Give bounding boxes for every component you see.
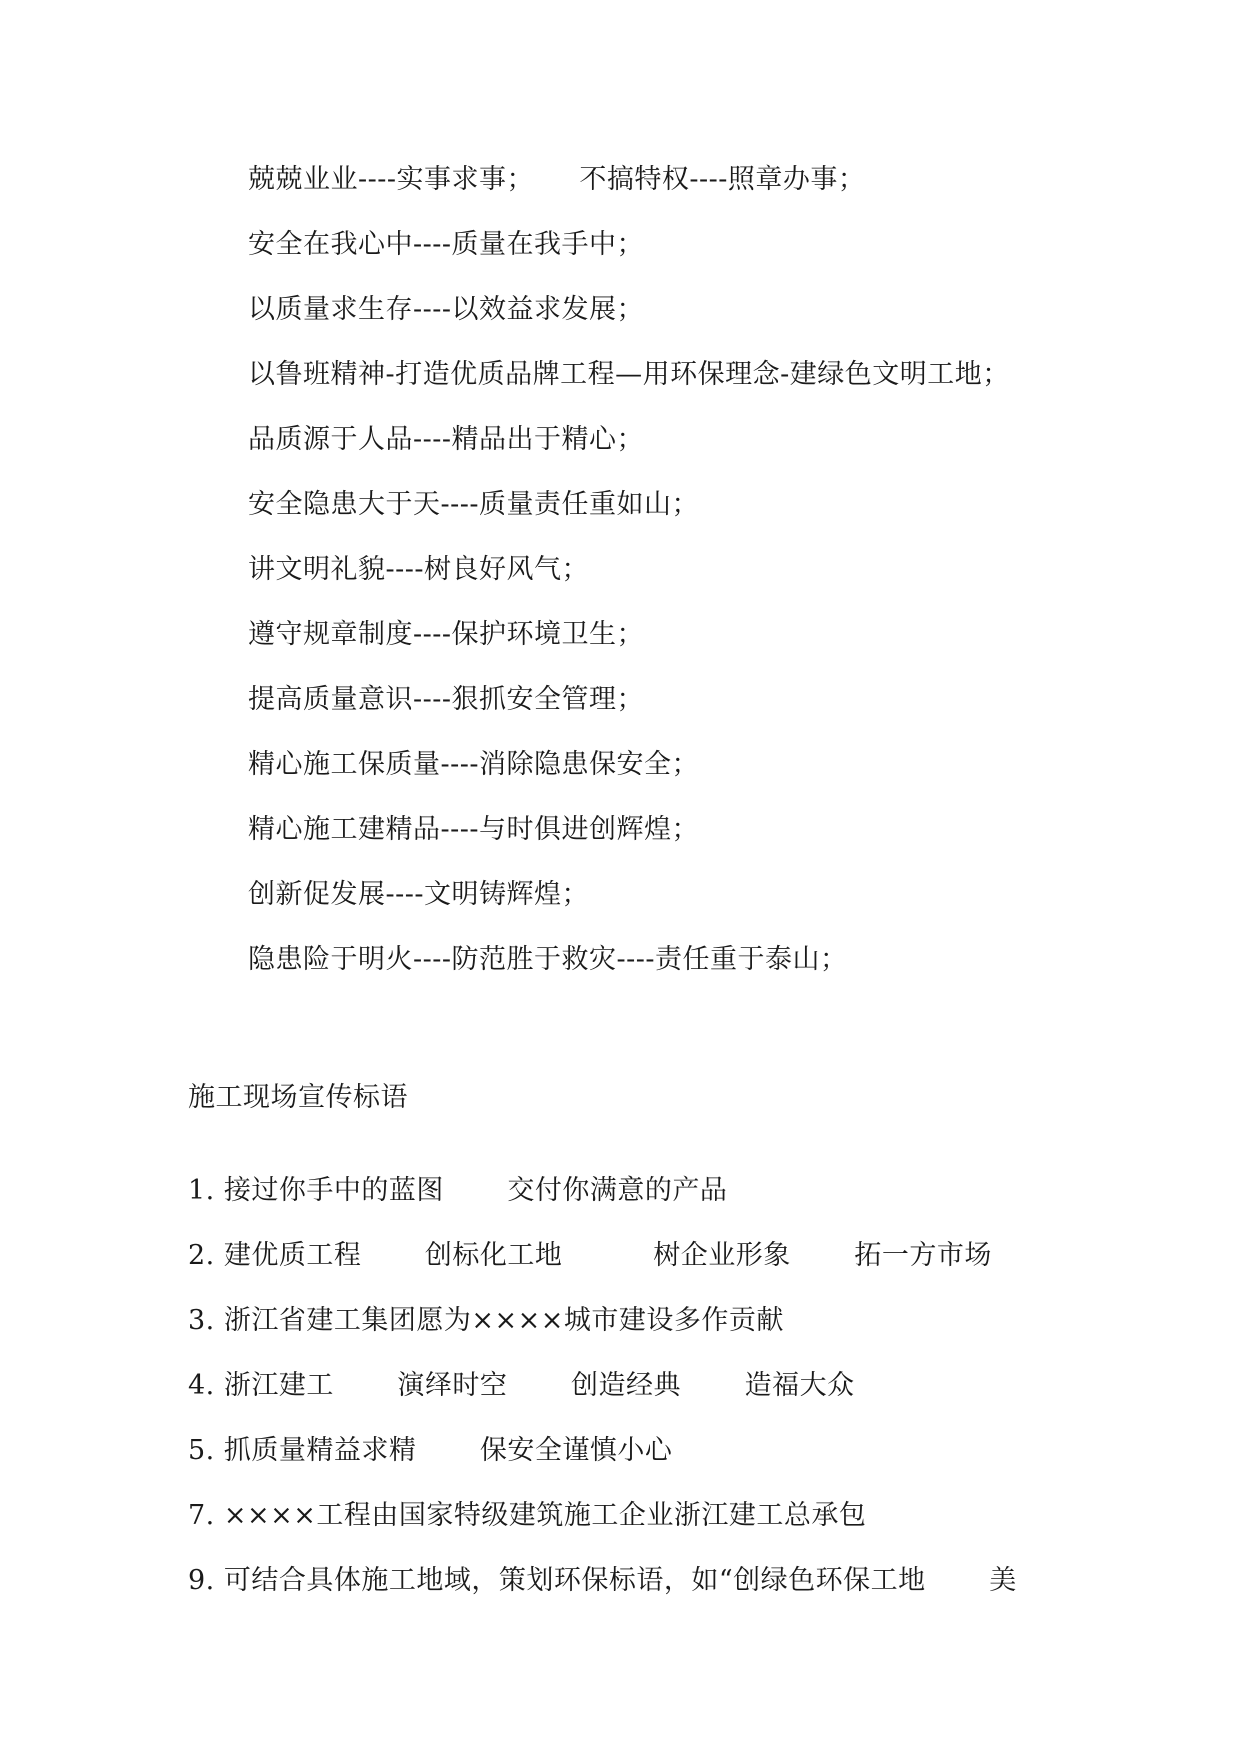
numbered-item: 7. ××××工程由国家特级建筑施工企业浙江建工总承包	[188, 1500, 867, 1531]
slogan-line: 以质量求生存----以效益求发展；	[248, 294, 644, 325]
slogan-line: 安全隐患大于天----质量责任重如山；	[248, 489, 699, 520]
numbered-item: 1. 接过你手中的蓝图 交付你满意的产品	[188, 1175, 728, 1206]
numbered-item: 5. 抓质量精益求精 保安全谨慎小心	[188, 1435, 673, 1466]
slogan-line: 品质源于人品----精品出于精心；	[248, 424, 644, 455]
numbered-item: 9. 可结合具体施工地域，策划环保标语，如“创绿色环保工地 美	[188, 1565, 1017, 1596]
slogan-line: 创新促发展----文明铸辉煌；	[248, 879, 589, 910]
slogan-line: 提高质量意识----狠抓安全管理；	[248, 684, 644, 715]
slogan-line: 精心施工建精品----与时俱进创辉煌；	[248, 814, 699, 845]
slogan-line: 讲文明礼貌----树良好风气；	[248, 554, 589, 585]
slogan-line: 遵守规章制度----保护环境卫生；	[248, 619, 644, 650]
slogan-line: 安全在我心中----质量在我手中；	[248, 229, 644, 260]
slogan-line: 精心施工保质量----消除隐患保安全；	[248, 749, 699, 780]
slogan-line: 隐患险于明火----防范胜于救灾----责任重于泰山；	[248, 944, 848, 975]
numbered-item: 3. 浙江省建工集团愿为××××城市建设多作贡献	[188, 1305, 784, 1336]
section-title: 施工现场宣传标语	[188, 1082, 408, 1113]
slogan-line: 以鲁班精神-打造优质品牌工程—用环保理念-建绿色文明工地；	[248, 359, 1010, 390]
numbered-item: 4. 浙江建工 演绎时空 创造经典 造福大众	[188, 1370, 855, 1401]
numbered-item: 2. 建优质工程 创标化工地 树企业形象 拓一方市场	[188, 1240, 992, 1271]
slogan-line: 兢兢业业----实事求事； 不搞特权----照章办事；	[248, 164, 866, 195]
